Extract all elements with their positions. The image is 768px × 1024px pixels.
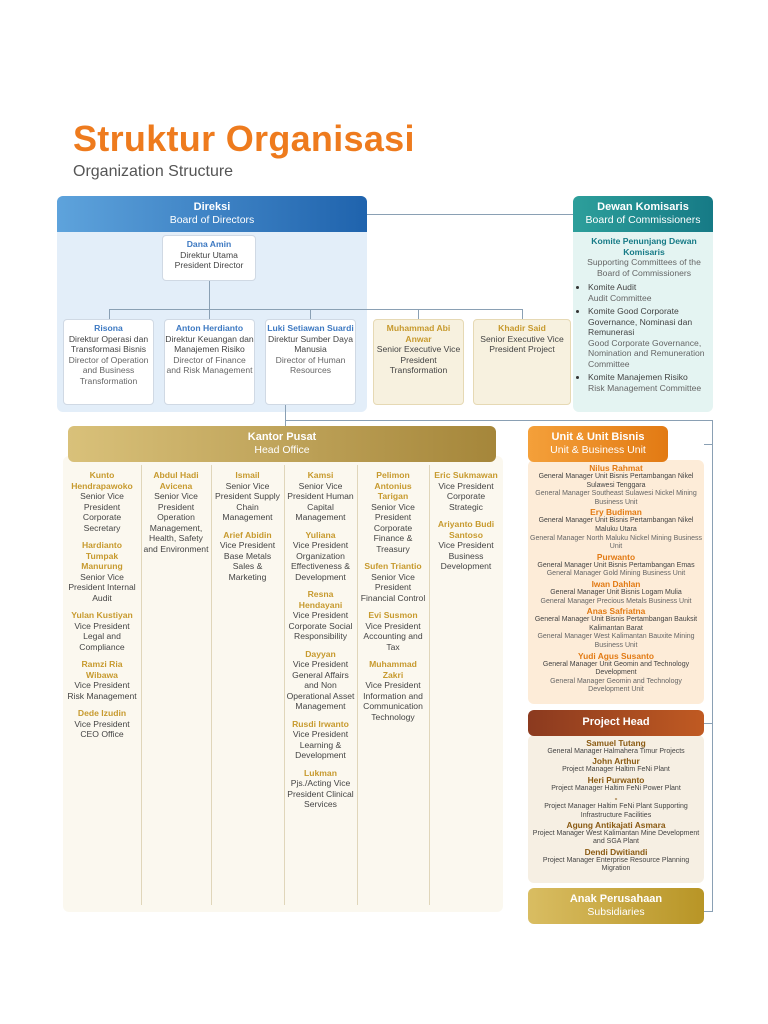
unit-role-id: General Manager Unit Bisnis Pertambangan Emas [537,561,695,569]
officer-name: Muhammad Zakri [369,659,417,680]
project-role: Project Manager Enterprise Resource Planning Migration [542,856,690,873]
column-divider [429,465,430,905]
officer-role: Senior Vice President Internal Audit [68,571,136,603]
officer-name: Yulan Kustiyan [71,610,133,620]
director-card [63,319,154,405]
officer-role: Senior Vice President Human Capital Management [287,480,354,522]
connector-d3 [310,309,311,319]
director-role-id: Direktur Sumber Daya Manusia [267,333,353,354]
unit-role-en: General Manager Gold Mining Business Unit [546,570,686,578]
officer-name: Resna Hendayani [298,589,343,610]
column-divider [284,465,285,905]
unit-item [530,651,702,695]
officer-name: Hardianto Tumpak Manurung [81,540,123,571]
unit-head-name: Purwanto [596,551,636,562]
position-block [213,530,282,583]
unit-role-id: General Manager Unit Bisnis Pertambangan Nikel Sulawesi Tenggara [538,473,694,489]
unit-head-name: Iwan Dahlan [591,578,641,589]
officer-role: Vice President Corporate Social Responsibility [288,610,353,641]
kantor-pusat-subtitle: Head Office [254,444,310,456]
project-manager-name: Heri Purwanto [587,774,645,785]
officer-name: Yuliana [305,529,336,540]
connector-mid-horizontal [285,420,713,421]
connector-president-down [209,281,210,309]
position-block [431,470,501,512]
director-role-id: Direktur Operasi dan Transformasi Bisnis [68,333,149,354]
project-manager-name: Samuel Tutang [586,738,646,748]
evp-role: Senior Executive Vice President Project [480,333,564,354]
position-block [286,530,355,583]
committee-item [588,372,710,393]
head-office-column [213,470,282,589]
column-divider [211,465,212,905]
director-name: Anton Herdianto [175,323,244,333]
anak-perusahaan-subtitle: Subsidiaries [587,906,645,918]
project-role: Project Manager Haltim FeNi Plant Supporting Infrastructure Facilities [544,803,688,819]
project-role: General Manager Halmahera Timur Projects [547,748,685,755]
evp-card [473,319,571,405]
unit-role-id: General Manager Unit Bisnis Pertambangan Bauksit Kalimantan Barat [534,616,698,632]
position-block [66,610,138,652]
project-item [530,775,702,793]
position-block [359,659,427,722]
officer-role: Vice President Organization Effectiveness & Development [290,540,351,582]
officer-name: Dede Izudin [77,708,127,718]
officer-name: Kunto Hendrapawoko [71,470,133,491]
position-block [286,649,355,712]
officer-role: Vice President Legal and Compliance [74,620,130,652]
project-head-list [530,738,702,874]
officer-name: Arief Abidin [223,529,272,540]
unit-bisnis-subtitle: Unit & Business Unit [550,444,646,456]
anak-perusahaan-box [528,888,704,924]
column-divider [141,465,142,905]
officer-role: Senior Vice President Operation Management, Health, Safety and Environment [143,491,209,554]
position-block [213,470,282,523]
unit-role-en: General Manager North Maluku Nickel Mining Business Unit [530,534,702,551]
komite-title: Komite Penunjang Dewan Komisaris [591,236,697,257]
kantor-pusat-header [68,426,496,462]
evp-card [373,319,464,405]
direksi-header [57,196,367,232]
committee-list [578,282,710,393]
officer-role: Vice President General Affairs and Non Operational Asset Management [286,659,355,711]
officer-name: Eric Sukmawan [434,470,498,480]
position-block [66,708,138,740]
connector-e1 [418,309,419,319]
unit-role-id: General Manager Unit Bisnis Pertambangan Nikel Maluku Utara [538,517,694,533]
project-manager-name: Dendi Dwitiandi [584,846,648,857]
officer-name: Abdul Hadi Avicena [153,470,199,491]
komite-section [578,236,710,396]
head-office-column [431,470,501,579]
position-block [286,470,355,523]
officer-name: Pelimon Antonius Tarigan [374,470,412,501]
officer-role: Vice President Base Metals Sales & Marketing [219,540,276,582]
column-divider [357,465,358,905]
unit-role-en: General Manager West Kalimantan Bauxite Mining Business Unit [537,633,695,649]
officer-role: Vice President Learning & Development [292,729,349,760]
director-card [164,319,255,405]
officer-role: Vice President Accounting and Tax [363,620,423,652]
director-role-en: Director of Operation and Business Transformation [68,354,149,386]
position-block [143,470,209,554]
unit-bisnis-header [528,426,668,462]
officer-role: Vice President Business Development [438,540,494,571]
director-role-en: Director of Finance and Risk Management [166,354,253,375]
officer-role: Vice President Information and Communication Technology [363,680,423,722]
connector-d2 [209,309,210,319]
officer-name: Kamsi [307,470,334,480]
committee-name-en: Audit Committee [588,292,652,303]
committee-name-en: Good Corporate Governance, Nomination and Remuneration Committee [588,337,705,369]
position-block [66,540,138,603]
connector-right-vertical [712,420,713,912]
officer-role: Pjs./Acting Vice President Clinical Services [287,778,354,809]
committee-item [588,306,710,369]
unit-role-en: General Manager Precious Metals Business Unit [540,597,692,605]
unit-head-name: Nilus Rahmat [589,463,643,473]
officer-role: Vice President CEO Office [74,718,130,739]
president-role-id: Direktur Utama [180,249,238,260]
project-role: Project Manager Haltim FeNi Plant [562,766,670,774]
head-office-column [286,470,355,817]
position-block [431,519,501,572]
project-manager-name: - [614,793,618,804]
committee-name: • Komite Good Corporate Governance, Nominasi dan Remunerasi [588,306,693,337]
unit-role-en: General Manager Geomin and Technology Development Unit [550,677,682,694]
connector-horizontal [109,309,523,310]
position-block [66,659,138,701]
officer-role: Senior Vice President Corporate Secretary [80,491,124,533]
project-item [530,738,702,756]
unit-bisnis-title: Unit & Unit Bisnis [551,431,645,443]
president-role-en: President Director [174,260,244,270]
director-role-en: Director of Human Resources [275,354,346,375]
project-role: Project Manager Haltim FeNi Power Plant [551,784,681,792]
project-role: Project Manager West Kalimantan Mine Development and SGA Plant [532,830,700,846]
officer-name: Evi Susmon [368,610,418,620]
dewan-komisaris-subtitle: Board of Commissioners [585,214,701,226]
page-title: Struktur Organisasi [73,118,415,159]
project-manager-name: John Arthur [592,756,640,767]
kantor-pusat-title: Kantor Pusat [247,431,317,443]
position-block [359,561,427,603]
connector-e2 [522,309,523,319]
officer-name: Lukman [304,767,337,778]
head-office-column [359,470,427,729]
page-subtitle: Organization Structure [73,163,234,180]
project-item [530,793,702,820]
unit-item [530,507,702,551]
director-card [265,319,356,405]
unit-head-name: Anas Safriatna [586,606,646,617]
officer-role: Vice President Risk Management [67,680,137,701]
officer-name: Ramzi Ria Wibawa [81,659,123,680]
officer-role: Vice President Corporate Strategic [438,480,494,512]
evp-name: Khadir Said [498,323,546,333]
unit-item [530,463,702,507]
committee-name-en: Risk Management Committee [588,382,702,393]
connector-direksi-komisaris [367,214,573,215]
connector-to-ap [704,911,713,912]
project-item [530,756,702,774]
connector-to-ub [704,444,713,445]
officer-role: Senior Vice President Supply Chain Management [215,480,280,522]
evp-role: Senior Executive Vice President Transformation [376,344,461,375]
president-director-card [162,235,256,281]
project-head-header [528,710,704,736]
head-office-column [66,470,138,747]
dewan-komisaris-header [573,196,713,232]
position-block [286,589,355,642]
committee-name: • Komite Manajemen Risiko [588,372,688,382]
officer-name: Sufen Triantio [364,561,422,571]
position-block [359,470,427,554]
position-block [66,470,138,533]
unit-item [530,552,702,579]
connector-to-ph [704,723,713,724]
unit-bisnis-list [530,463,702,695]
unit-head-name: Yudi Agus Susanto [578,650,654,661]
connector-d1 [109,309,110,319]
director-name: Risona [94,323,123,333]
director-name: Luki Setiawan Suardi [267,323,354,333]
committee-item [588,282,710,303]
anak-perusahaan-title: Anak Perusahaan [569,893,663,905]
officer-role: Senior Vice President Financial Control [360,571,426,603]
evp-name: Muhammad Abi Anwar [386,323,451,344]
project-item [530,847,702,874]
officer-name: Dayyan [305,648,336,659]
komite-subtitle: Supporting Committees of the Board of Commissioners [587,257,701,278]
project-head-title: Project Head [582,716,650,728]
head-office-column [143,470,209,561]
dewan-komisaris-title: Dewan Komisaris [597,201,689,213]
direksi-title: Direksi [193,201,231,213]
unit-role-id: General Manager Unit Geomin and Technology Development [542,660,690,677]
position-block [359,610,427,652]
unit-item [530,606,702,650]
officer-name: Rusdi Irwanto [292,718,349,729]
unit-role-en: General Manager Southeast Sulawesi Nickel Mining Business Unit [535,490,697,506]
unit-head-name: Ery Budiman [590,507,642,518]
committee-name: • Komite Audit [588,282,637,292]
officer-name: Ariyanto Budi Santoso [437,519,495,540]
officer-role: Senior Vice President Corporate Finance & Treasury [371,501,415,554]
position-block [286,719,355,761]
officer-name: Ismail [235,470,260,480]
position-block [286,768,355,810]
project-item [530,820,702,847]
director-role-id: Direktur Keuangan dan Manajemen Risiko [165,333,254,354]
unit-item [530,579,702,606]
connector-to-head-office [285,405,286,426]
president-name: Dana Amin [186,239,232,249]
project-manager-name: Agung Antikajati Asmara [566,820,666,831]
unit-role-id: General Manager Unit Bisnis Logam Mulia [550,588,682,596]
direksi-subtitle: Board of Directors [169,214,255,226]
